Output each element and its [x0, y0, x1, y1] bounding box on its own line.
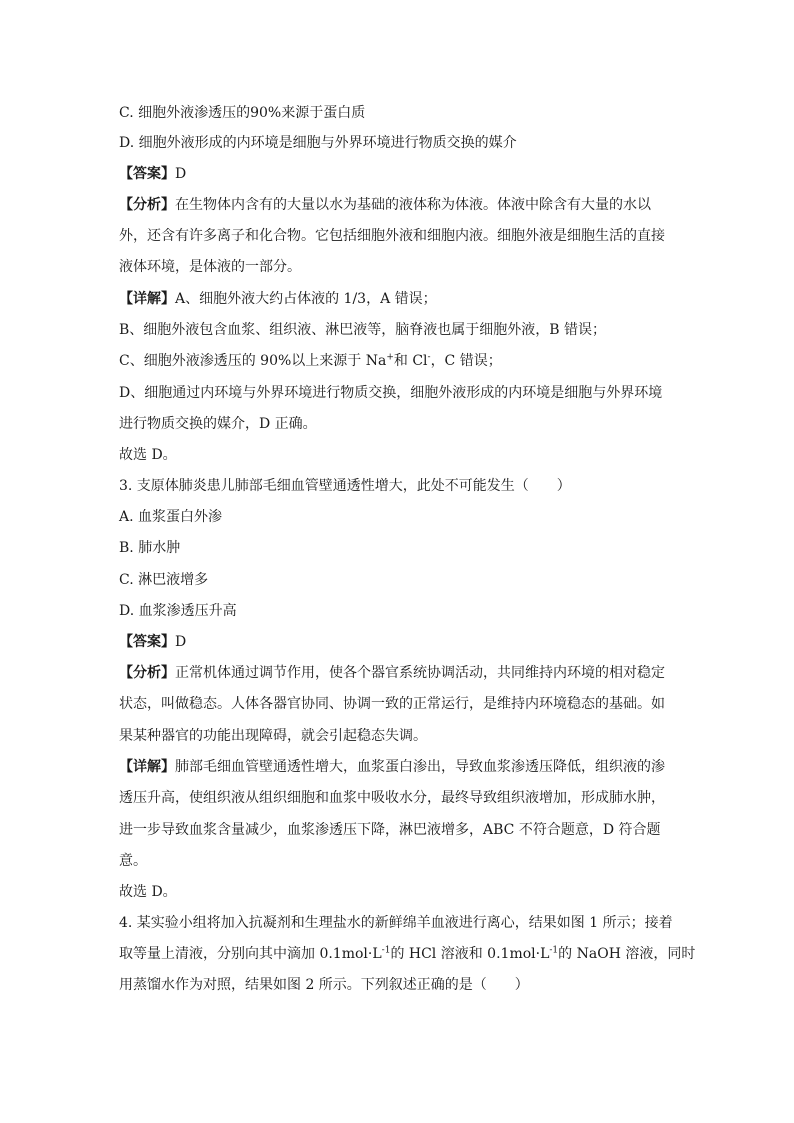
detail-line	[119, 289, 437, 309]
question-stem: 用蒸馏水作为对照，结果如图 2 所示。下列叙述正确的是（ ）	[119, 977, 529, 993]
answer-value: D	[175, 634, 187, 650]
question-text: 的 NaOH 溶液，同时	[558, 946, 696, 962]
analysis-tag: 【分析】	[119, 665, 175, 681]
detail-tag: 【详解】	[119, 291, 175, 307]
option-d: D. 血浆渗透压升高	[119, 603, 237, 619]
detail-line: 进行物质交换的媒介，D 正确。	[119, 416, 317, 432]
option-b: B. 肺水肿	[119, 540, 181, 556]
option-a: A. 血浆蛋白外渗	[119, 509, 223, 525]
option-d: D. 细胞外液形成的内环境是细胞与外界环境进行物质交换的媒介	[119, 135, 517, 151]
detail-text: 和 Cl	[393, 353, 428, 369]
conclusion-line: 故选 D。	[119, 884, 177, 900]
analysis-text: 正常机体通过调节作用，使各个器官系统协调活动，共同维持内环境的相对稳定	[175, 665, 665, 681]
question-stem: 4. 某实验小组将加入抗凝剂和生理盐水的新鲜绵羊血液进行离心，结果如图 1 所示；接着	[119, 915, 673, 931]
superscript: -	[427, 352, 431, 363]
analysis-line: 状态，叫做稳态。人体各器官协同、协调一致的正常运行，是维持内环境稳态的基础。如	[119, 696, 665, 712]
answer-tag: 【答案】	[119, 634, 175, 650]
option-c: C. 细胞外液渗透压的90%来源于蛋白质	[119, 105, 366, 121]
answer-value: D	[175, 166, 187, 182]
answer-line	[119, 164, 186, 184]
detail-line: D、细胞通过内环境与外界环境进行物质交换，细胞外液形成的内环境是细胞与外界环境	[119, 385, 663, 401]
detail-tag: 【详解】	[119, 759, 175, 775]
analysis-line	[119, 195, 651, 215]
question-text: 的 HCl 溶液和 0.1mol·L	[390, 946, 550, 962]
answer-tag: 【答案】	[119, 166, 175, 182]
detail-line	[119, 757, 665, 777]
detail-text: 肺部毛细血管壁通透性增大，血浆蛋白渗出，导致血浆渗透压降低，组织液的渗	[175, 759, 665, 775]
answer-line	[119, 632, 186, 652]
detail-line: 意。	[119, 853, 147, 869]
detail-text: A、细胞外液大约占体液的 1/3，A 错误；	[175, 291, 437, 307]
analysis-line: 果某种器官的功能出现障碍，就会引起稳态失调。	[119, 728, 427, 744]
question-stem: 3. 支原体肺炎患儿肺部毛细血管壁通透性增大，此处不可能发生（ ）	[119, 478, 571, 494]
detail-line: 透压升高，使组织液从组织细胞和血浆中吸收水分，最终导致组织液增加，形成肺水肿，	[119, 790, 665, 806]
detail-line: B、细胞外液包含血浆、组织液、淋巴液等，脑脊液也属于细胞外液，B 错误；	[119, 322, 607, 338]
analysis-tag: 【分析】	[119, 197, 175, 213]
detail-line	[119, 351, 502, 371]
detail-line: 进一步导致血浆含量减少，血浆渗透压下降，淋巴液增多，ABC 不符合题意，D 符合题	[119, 822, 661, 838]
detail-text: C、细胞外液渗透压的 90%以上来源于 Na	[119, 353, 387, 369]
analysis-line: 外，还含有许多离子和化合物。它包括细胞外液和细胞内液。细胞外液是细胞生活的直接	[119, 228, 665, 244]
analysis-line	[119, 663, 665, 683]
detail-text: ，C 错误；	[430, 353, 502, 369]
analysis-text: 在生物体内含有的大量以水为基础的液体称为体液。体液中除含有大量的水以	[175, 197, 651, 213]
question-stem	[119, 944, 695, 964]
analysis-line: 液体环境，是体液的一部分。	[119, 259, 301, 275]
superscript: +	[386, 352, 394, 363]
question-text: 取等量上清液，分别向其中滴加 0.1mol·L	[119, 946, 382, 962]
option-c: C. 淋巴液增多	[119, 572, 209, 588]
conclusion-line: 故选 D。	[119, 447, 177, 463]
superscript: -1	[381, 945, 391, 956]
superscript: -1	[549, 945, 559, 956]
